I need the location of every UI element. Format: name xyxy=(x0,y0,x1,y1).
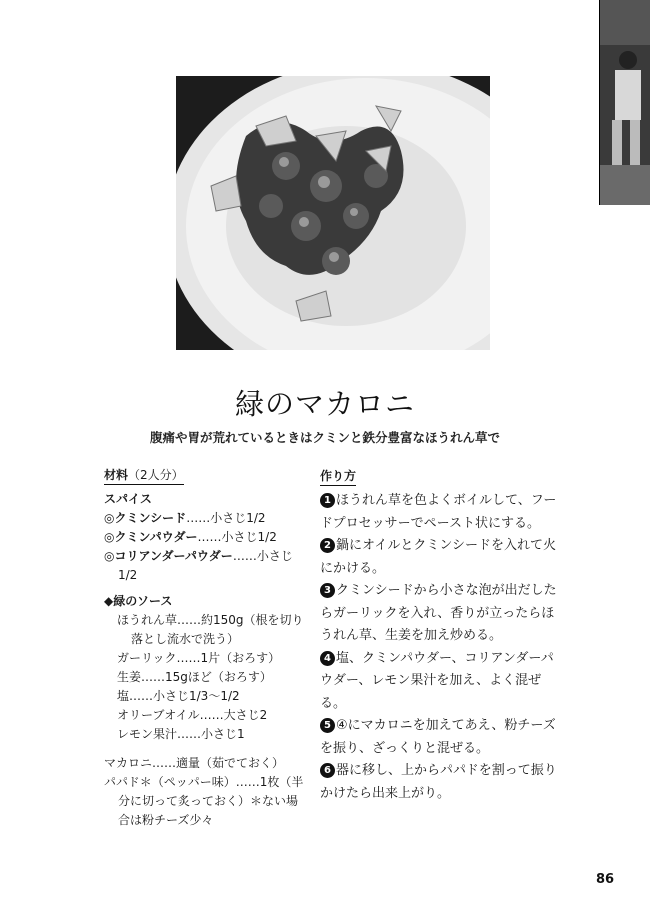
method-column xyxy=(320,466,565,805)
method-step: 6 器に移し、上からパパドを割って振りかけたら出来上がり。 xyxy=(320,763,557,801)
list-item: マカロニ……適量（茹でておく） xyxy=(104,756,285,770)
list-item: ほうれん草……約150g（根を切り落とし流水で洗う） xyxy=(117,613,304,646)
method-step: 3 クミンシードから小さな泡が出だしたらガーリックを入れ、香りが立ったらほうれん草、生姜を加え炒める。 xyxy=(320,583,557,643)
step-number: 5 xyxy=(320,718,335,733)
list-item: オリーブオイル……大さじ2 xyxy=(117,708,268,722)
step-number: 1 xyxy=(320,493,335,508)
sauce-list xyxy=(104,611,304,744)
ingredients-column xyxy=(104,466,304,830)
sauce-heading: ◆緑のソース xyxy=(104,594,173,608)
method-step: 5 ④にマカロニを加えてあえ、粉チーズを振り、ざっくりと混ぜる。 xyxy=(320,718,556,756)
step-number: 4 xyxy=(320,651,335,666)
list-item: ◎クミンシード……小さじ1/2 xyxy=(104,511,266,525)
method-step: 4 塩、クミンパウダー、コリアンダーパウダー、レモン果汁を加え、よく混ぜる。 xyxy=(320,650,554,711)
step-number: 2 xyxy=(320,538,335,553)
method-step: 1 ほうれん草を色よくボイルして、フードプロセッサーでペースト状にする。 xyxy=(320,493,557,531)
dish-photo xyxy=(176,76,490,350)
list-item: 塩……小さじ1/3〜1/2 xyxy=(117,689,240,703)
method-heading: 作り方 xyxy=(320,468,356,486)
ingredients-heading: 材料（2人分） xyxy=(104,467,184,485)
recipe-subtitle: 腹痛や胃が荒れているときはクミンと鉄分豊富なほうれん草で xyxy=(149,430,500,445)
list-item: レモン果汁……小さじ1 xyxy=(117,727,245,741)
step-number: 3 xyxy=(320,583,335,598)
list-item: ◎コリアンダーパウダー……小さじ1/2 xyxy=(104,549,293,582)
list-item: 生姜……15gほど（おろす） xyxy=(117,670,272,684)
page-number: 86 xyxy=(596,872,615,887)
side-photo xyxy=(599,0,650,205)
list-item: ガーリック……1片（おろす） xyxy=(117,651,281,665)
spice-heading: スパイス xyxy=(104,492,152,506)
step-number: 6 xyxy=(320,763,335,778)
method-step: 2 鍋にオイルとクミンシードを入れて火にかける。 xyxy=(320,538,557,576)
list-item: ◎クミンパウダー……小さじ1/2 xyxy=(104,530,277,544)
other-ingredients xyxy=(104,754,304,830)
recipe-title: 緑のマカロニ xyxy=(234,387,415,421)
list-item: パパド＊（ペッパー味）……1枚（半分に切って炙っておく）＊ない場合は粉チーズ少々 xyxy=(104,775,304,827)
